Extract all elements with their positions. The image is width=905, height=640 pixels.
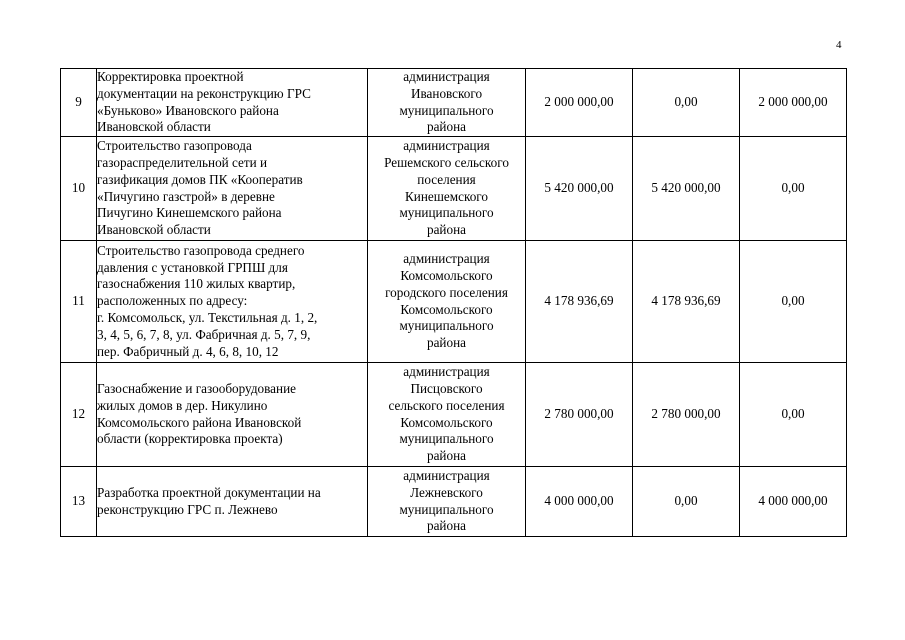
organization-line: Лежневского xyxy=(410,484,483,500)
table-row xyxy=(61,69,847,137)
amount-total: 4 000 000,00 xyxy=(526,467,633,537)
amount-column-2: 2 780 000,00 xyxy=(633,363,740,467)
description-line: Корректировка проектной xyxy=(97,69,244,84)
description-line: «Пичугино газстрой» в деревне xyxy=(97,188,275,204)
responsible-organization xyxy=(368,467,526,537)
organization-line: района xyxy=(426,119,466,135)
organization-line: поселения xyxy=(417,171,476,187)
amount-column-3: 0,00 xyxy=(740,241,847,363)
amount-column-2: 0,00 xyxy=(633,69,740,137)
responsible-organization xyxy=(368,363,526,467)
organization-line: муниципального xyxy=(399,205,494,221)
amount-column-2: 0,00 xyxy=(633,467,740,537)
project-description xyxy=(97,241,368,363)
organization-line: администрация xyxy=(403,364,490,380)
description-line: пер. Фабричный д. 4, 6, 8, 10, 12 xyxy=(97,343,279,359)
description-line: газоснабжения 110 жилых квартир, xyxy=(97,276,296,292)
row-number: 12 xyxy=(61,363,97,467)
table-row xyxy=(61,363,847,467)
organization-line: Кинешемского xyxy=(405,188,488,204)
organization-line: Писцовского xyxy=(410,381,483,397)
description-line: области (корректировка проекта) xyxy=(97,431,283,447)
organization-line: муниципального xyxy=(399,431,494,447)
organization-line: Ивановского xyxy=(410,85,483,101)
organization-line: Комсомольского xyxy=(400,301,493,317)
project-description xyxy=(97,467,368,537)
responsible-organization xyxy=(368,69,526,137)
description-line: Комсомольского района Ивановской xyxy=(97,414,302,430)
organization-line: городского поселения xyxy=(385,284,508,300)
description-line: документации на реконструкцию ГРС xyxy=(97,85,311,101)
project-description xyxy=(97,137,368,241)
organization-line: района xyxy=(426,448,466,464)
organization-line: района xyxy=(426,518,466,534)
amount-column-2: 4 178 936,69 xyxy=(633,241,740,363)
description-line: Ивановской области xyxy=(97,119,211,135)
amount-total: 5 420 000,00 xyxy=(526,137,633,241)
responsible-organization xyxy=(368,241,526,363)
table-row xyxy=(61,467,847,537)
description-line: жилых домов в дер. Никулино xyxy=(97,397,268,413)
organization-line: администрация xyxy=(403,69,490,84)
table-row xyxy=(61,241,847,363)
row-number: 13 xyxy=(61,467,97,537)
organization-line: администрация xyxy=(403,138,490,154)
amount-column-2: 5 420 000,00 xyxy=(633,137,740,241)
responsible-organization xyxy=(368,137,526,241)
project-description xyxy=(97,69,368,137)
amount-total: 4 178 936,69 xyxy=(526,241,633,363)
organization-line: муниципального xyxy=(399,318,494,334)
page-number: 4 xyxy=(836,39,842,51)
project-description xyxy=(97,363,368,467)
amount-column-3: 4 000 000,00 xyxy=(740,467,847,537)
amount-total: 2 000 000,00 xyxy=(526,69,633,137)
row-number: 11 xyxy=(61,241,97,363)
description-line: г. Комсомольск, ул. Текстильная д. 1, 2, xyxy=(97,310,318,326)
description-line: 3, 4, 5, 6, 7, 8, ул. Фабричная д. 5, 7, 9, xyxy=(97,326,311,342)
organization-line: Решемского сельского xyxy=(384,155,509,171)
description-line: Газоснабжение и газооборудование xyxy=(97,381,297,397)
description-line: газораспределительной сети и xyxy=(97,155,268,171)
table-row xyxy=(61,137,847,241)
description-line: Строительство газопровода xyxy=(97,138,252,154)
description-line: реконструкцию ГРС п. Лежнево xyxy=(97,501,278,517)
description-line: Ивановской области xyxy=(97,222,211,238)
description-line: давления с установкой ГРПШ для xyxy=(97,259,288,275)
organization-line: района xyxy=(426,335,466,351)
description-line: «Буньково» Ивановского района xyxy=(97,102,279,118)
description-line: Разработка проектной документации на xyxy=(97,484,321,500)
description-line: расположенных по адресу: xyxy=(97,293,248,309)
description-line: Строительство газопровода среднего xyxy=(97,242,305,258)
organization-line: муниципального xyxy=(399,102,494,118)
amount-column-3: 0,00 xyxy=(740,137,847,241)
organization-line: администрация xyxy=(403,251,490,267)
description-line: Пичугино Кинешемского района xyxy=(97,205,282,221)
organization-line: Комсомольского xyxy=(400,414,493,430)
organization-line: сельского поселения xyxy=(388,397,505,413)
amount-column-3: 0,00 xyxy=(740,363,847,467)
row-number: 9 xyxy=(61,69,97,137)
row-number: 10 xyxy=(61,137,97,241)
funding-table xyxy=(60,68,847,537)
organization-line: района xyxy=(426,222,466,238)
amount-column-3: 2 000 000,00 xyxy=(740,69,847,137)
table-body xyxy=(61,69,847,537)
description-line: газификация домов ПК «Кооператив xyxy=(97,171,303,187)
organization-line: администрация xyxy=(403,468,490,484)
organization-line: муниципального xyxy=(399,501,494,517)
amount-total: 2 780 000,00 xyxy=(526,363,633,467)
organization-line: Комсомольского xyxy=(400,268,493,284)
